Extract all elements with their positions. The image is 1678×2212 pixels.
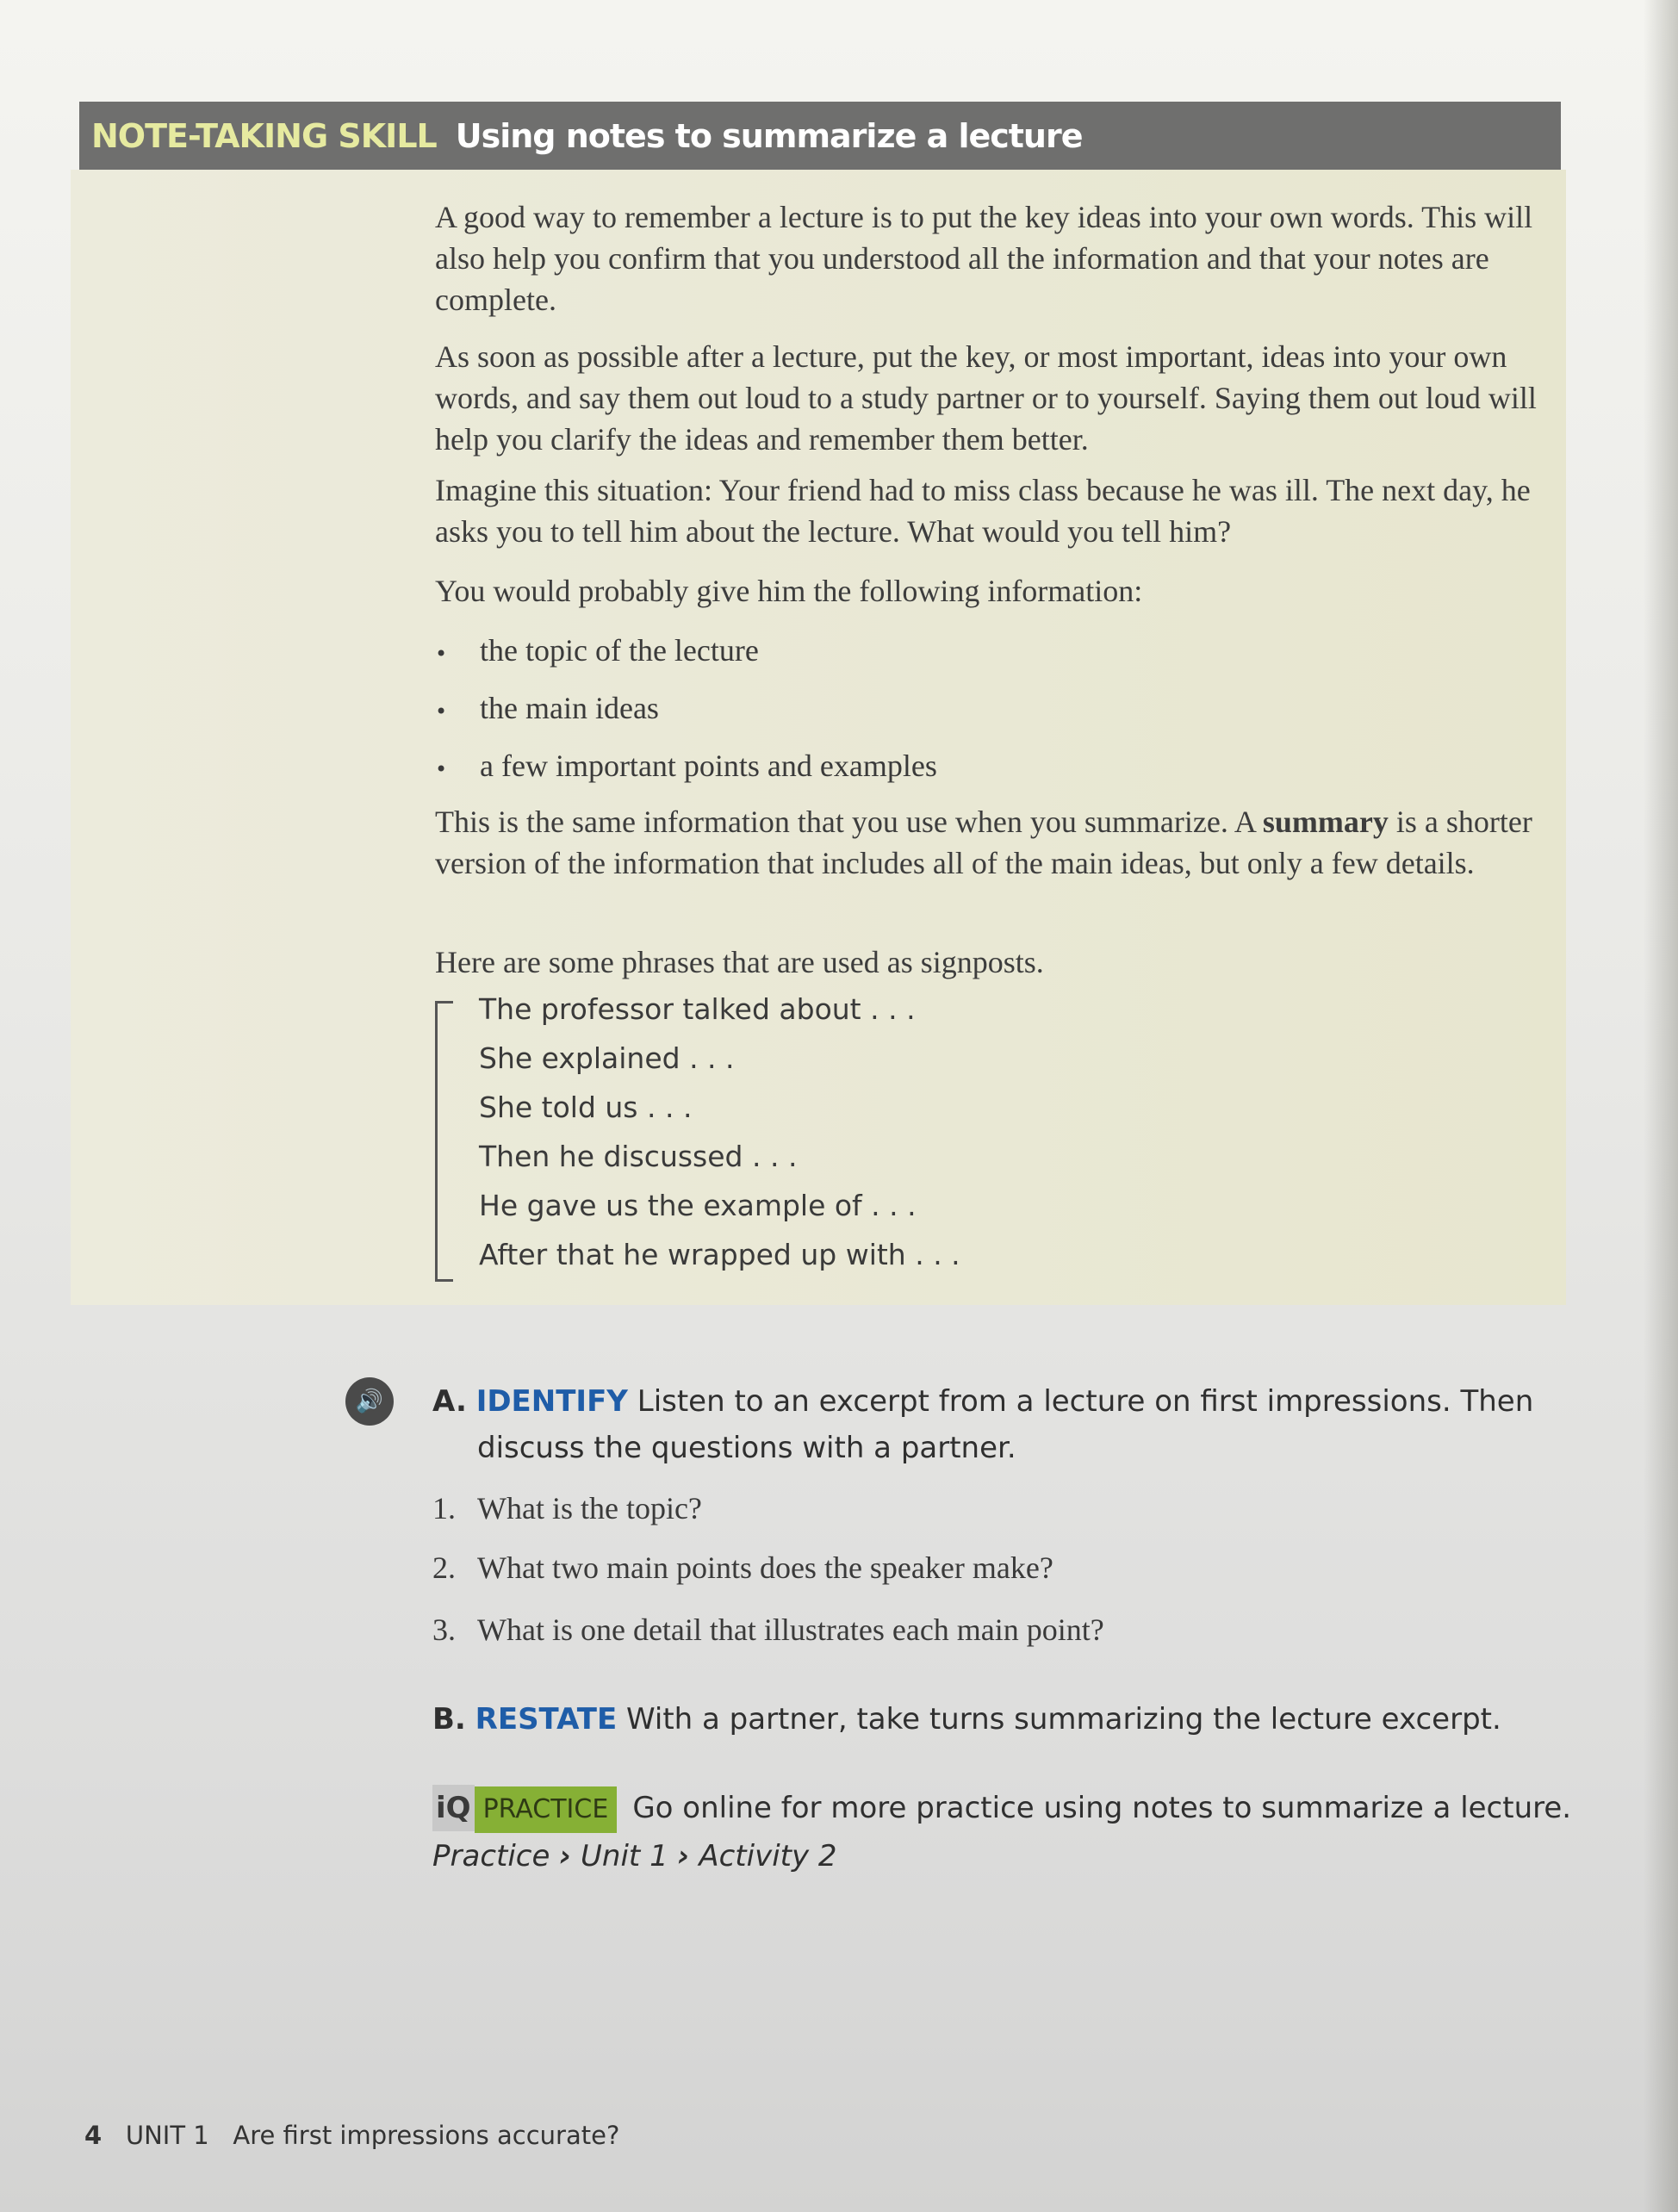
signpost-intro: Here are some phrases that are used as signposts. (435, 945, 1044, 979)
practice-text: Go online for more practice using notes to summarize a lecture. (632, 1791, 1572, 1825)
path-item: Activity 2 (699, 1839, 837, 1873)
activity-b (432, 1702, 1501, 1737)
paragraph: Imagine this situation: Your friend had to miss class because he was ill. The next day, he asks you to tell him about the lecture. What would you tell him? (435, 473, 1531, 549)
signpost-phrase: After that he wrapped up with . . . (479, 1238, 960, 1271)
activity-instruction: With a partner, take turns summarizing the lecture excerpt. (626, 1702, 1501, 1737)
question (432, 1490, 702, 1526)
chevron-right-icon: › (559, 1839, 572, 1873)
activity-instruction: Listen to an excerpt from a lecture on first impressions. Then (637, 1384, 1534, 1419)
bullet-text: the main ideas (480, 691, 659, 725)
skill-label: NOTE-TAKING SKILL (91, 116, 437, 155)
signpost-phrase: Then he discussed . . . (479, 1140, 798, 1173)
question (432, 1612, 1104, 1648)
text: is a shorter version of the information that includes all of the main ideas, but only a few details. (435, 805, 1532, 880)
summary-term: summary (1262, 805, 1389, 839)
question-number: 2. (432, 1550, 456, 1585)
question-number: 3. (432, 1612, 456, 1647)
page-number: 4 (84, 2121, 103, 2150)
question-text: What is one detail that illustrates each main point? (477, 1612, 1104, 1647)
signpost-bracket (435, 1001, 453, 1282)
question-text: What two main points does the speaker make? (477, 1550, 1053, 1585)
skill-title: Using notes to summarize a lecture (455, 116, 1083, 155)
activity-keyword: RESTATE (475, 1702, 618, 1737)
path-item: Unit 1 (581, 1839, 668, 1873)
question (432, 1550, 1053, 1586)
bullet-item (435, 687, 659, 732)
summary-paragraph (435, 801, 1551, 884)
activity-instruction: discuss the questions with a partner. (477, 1431, 1016, 1465)
unit-label: UNIT 1 (125, 2121, 209, 2150)
signpost-phrase: She explained . . . (479, 1041, 735, 1075)
iq-practice[interactable] (432, 1785, 1571, 1880)
practice-badge: PRACTICE (475, 1786, 618, 1833)
bullet-text: the topic of the lecture (480, 633, 759, 668)
question-text: What is the topic? (477, 1491, 702, 1525)
activity-letter: A. (432, 1384, 467, 1419)
page-edge-shadow (1644, 0, 1678, 2212)
path-item: Practice (432, 1839, 550, 1873)
signpost-phrase: The professor talked about . . . (479, 992, 916, 1026)
iq-logo: iQ (432, 1785, 475, 1831)
bullet-icon: • (435, 756, 448, 781)
activity-keyword: IDENTIFY (475, 1384, 628, 1419)
activity-letter: B. (432, 1702, 466, 1737)
signpost-phrase: He gave us the example of . . . (479, 1189, 917, 1222)
unit-title: Are first impressions accurate? (233, 2121, 620, 2150)
question-number: 1. (432, 1491, 456, 1525)
activity-a (432, 1378, 1533, 1471)
bullet-icon: • (435, 641, 448, 666)
paragraph: As soon as possible after a lecture, put the key, or most important, ideas into your own words, and say them out loud to a study partner or to yourself. Saying them out loud will help you clarify the ideas and remember them better. (435, 339, 1537, 457)
bullet-item (435, 745, 937, 790)
audio-speaker-icon[interactable]: 🔊 (345, 1377, 394, 1426)
bullet-icon: • (435, 699, 448, 724)
paragraph: You would probably give him the following information: (435, 574, 1143, 608)
bullet-item (435, 630, 759, 674)
page-footer (84, 2121, 619, 2150)
practice-path[interactable] (432, 1839, 837, 1873)
bullet-text: a few important points and examples (480, 749, 937, 783)
signpost-phrase: She told us . . . (479, 1090, 693, 1124)
text: This is the same information that you use when you summarize. A (435, 805, 1263, 839)
note-taking-skill-header (79, 102, 1561, 170)
paragraph: A good way to remember a lecture is to put the key ideas into your own words. This will also help you confirm that you understood all the information and that your notes are complete. (435, 200, 1533, 317)
chevron-right-icon: › (677, 1839, 690, 1873)
